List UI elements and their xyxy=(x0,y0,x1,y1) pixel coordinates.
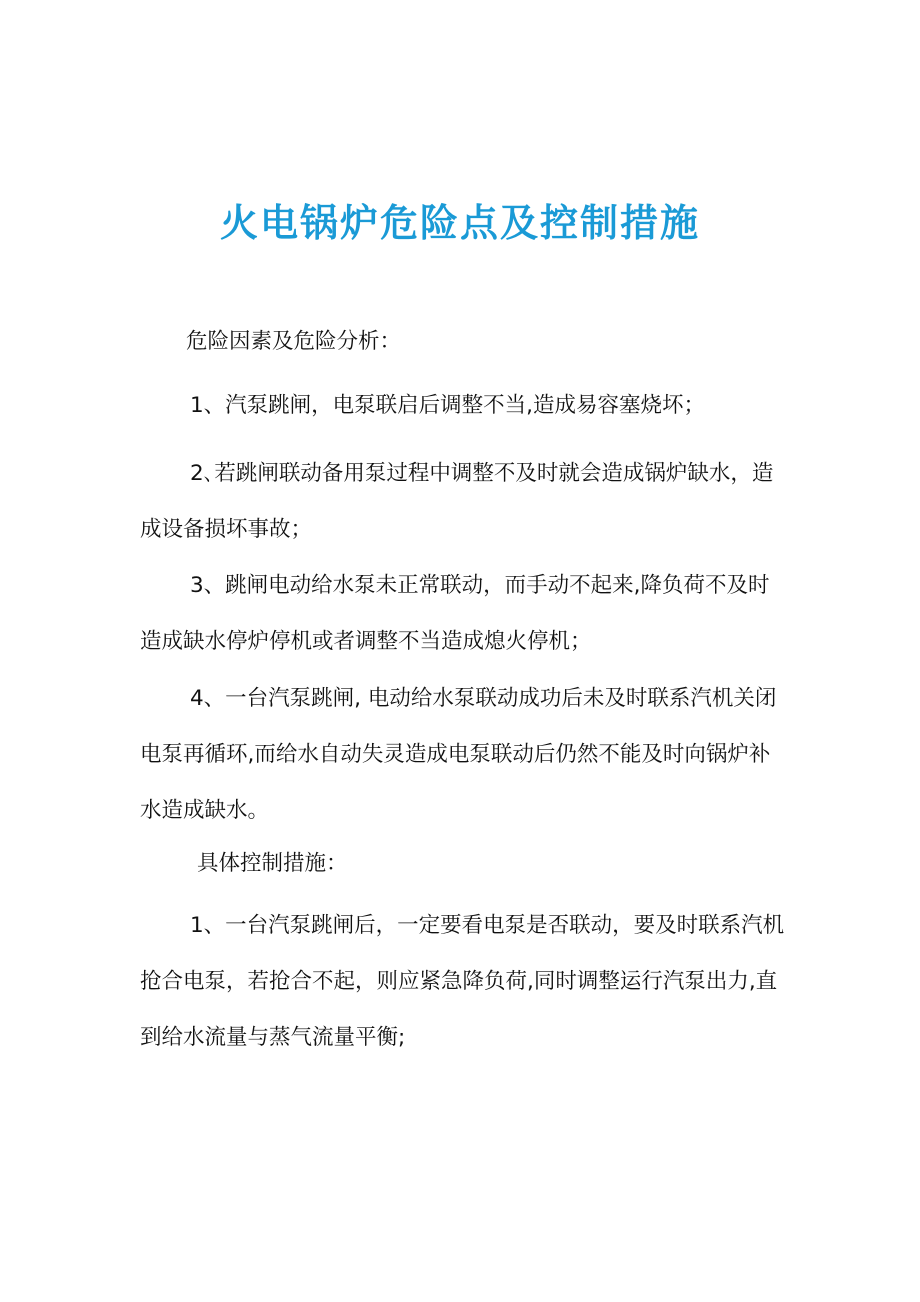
risk-item-1: 1、汽泵跳闸，电泵联启后调整不当,造成易容塞烧坏； xyxy=(190,393,706,418)
risk-item-4: 4、一台汽泵跳闸, 电动给水泵联动成功后未及时联系汽机关闭电泵再循环,而给水自动失灵造成电泵联动后仍然不能及时向锅炉补水造成缺水。 xyxy=(140,686,777,823)
document-title: 火电锅炉危险点及控制措施 xyxy=(219,201,700,245)
risk-item-2: 2､若跳闸联动备用泵过程中调整不及时就会造成锅炉缺水，造成设备损坏事故； xyxy=(140,461,774,542)
measures-section-heading: 具体控制措施： xyxy=(197,851,348,876)
measure-item-1: 1、一台汽泵跳闸后，一定要看电泵是否联动，要及时联系汽机抢合电泵，若抢合不起，则应紧急降负荷,同时调整运行汽泵出力,直到给水流量与蒸气流量平衡; xyxy=(140,913,785,1050)
risk-item-3: 3、跳闸电动给水泵未正常联动，而手动不起来,降负荷不及时造成缺水停炉停机或者调整不当造成熄火停机； xyxy=(140,573,770,654)
risk-section-heading: 危险因素及危险分析： xyxy=(186,329,402,354)
